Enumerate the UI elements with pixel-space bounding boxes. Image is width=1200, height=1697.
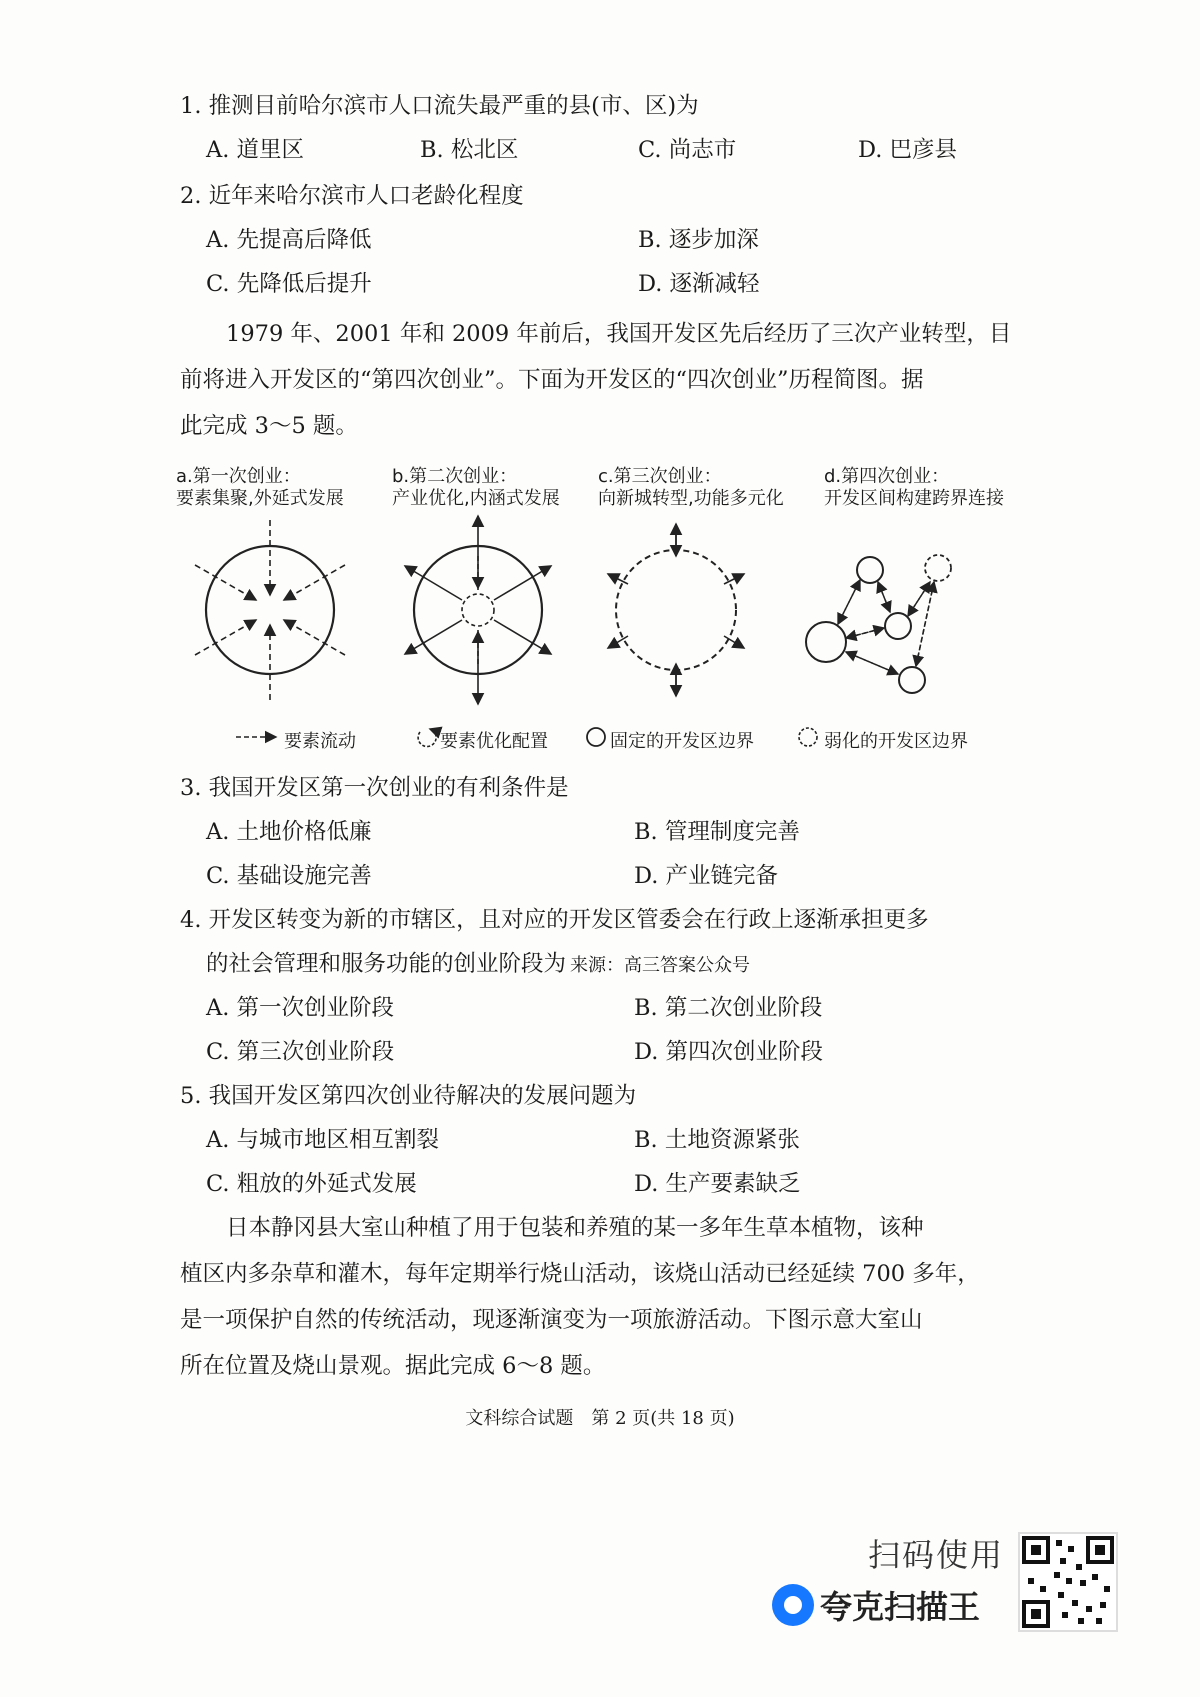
source-note: 来源：高三答案公众号 — [570, 955, 751, 976]
quark-logo-icon — [772, 1584, 814, 1626]
passage1-line1: 1979 年、2001 年和 2009 年前后，我国开发区先后经历了三次产业转型，目 — [226, 321, 1012, 347]
legend-flow: 要素流动 — [284, 731, 356, 752]
diagram-c — [608, 524, 744, 696]
diagram-b — [405, 516, 551, 704]
q1-option-b: B. 松北区 — [420, 137, 519, 163]
legend-weak-boundary: 弱化的开发区边界 — [824, 731, 968, 752]
passage1-line3: 此完成 3～5 题。 — [180, 413, 358, 439]
q4-option-c: C. 第三次创业阶段 — [206, 1039, 395, 1065]
q2-option-b: B. 逐步加深 — [638, 227, 759, 253]
passage2-line3: 是一项保护自然的传统活动，现逐渐演变为一项旅游活动。下图示意大室山 — [180, 1307, 923, 1333]
q1-option-c: C. 尚志市 — [638, 137, 737, 163]
figure-d-desc: 开发区间构建跨界连接 — [824, 488, 1004, 509]
q5-stem: 5. 我国开发区第四次创业待解决的发展问题为 — [180, 1083, 637, 1109]
page-footer: 文科综合试题 第 2 页(共 18 页) — [465, 1408, 735, 1429]
q1-stem: 1. 推测目前哈尔滨市人口流失最严重的县(市、区)为 — [180, 93, 699, 119]
q2-option-a: A. 先提高后降低 — [206, 227, 372, 253]
q2-option-d: D. 逐渐减轻 — [638, 271, 760, 297]
q4-stem-line1: 4. 开发区转变为新的市辖区，且对应的开发区管委会在行政上逐渐承担更多 — [180, 907, 929, 933]
q4-option-a: A. 第一次创业阶段 — [206, 995, 395, 1021]
legend-optimize: 要素优化配置 — [440, 731, 548, 752]
q4-option-d: D. 第四次创业阶段 — [634, 1039, 824, 1065]
scan-label: 扫码使用 — [868, 1536, 1005, 1574]
figure-c-desc: 向新城转型,功能多元化 — [598, 488, 784, 509]
q2-stem: 2. 近年来哈尔滨市人口老龄化程度 — [180, 183, 524, 209]
q4-option-b: B. 第二次创业阶段 — [634, 995, 823, 1021]
diagram-a — [195, 520, 345, 700]
passage2-line4: 所在位置及烧山景观。据此完成 6～8 题。 — [180, 1353, 606, 1379]
q5-option-b: B. 土地资源紧张 — [634, 1127, 800, 1153]
q1-option-a: A. 道里区 — [206, 137, 305, 163]
figure-a-title: a.第一次创业： — [176, 466, 301, 487]
q2-option-c: C. 先降低后提升 — [206, 271, 372, 297]
q3-stem: 3. 我国开发区第一次创业的有利条件是 — [180, 775, 569, 801]
passage2-line2: 植区内多杂草和灌木，每年定期举行烧山活动，该烧山活动已经延续 700 多年， — [180, 1261, 980, 1287]
scanner-brand-name: 夸克扫描王 — [820, 1588, 981, 1626]
figure-b-desc: 产业优化,内涵式发展 — [392, 488, 560, 509]
passage1-line2: 前将进入开发区的“第四次创业”。下面为开发区的“四次创业”历程简图。据 — [180, 367, 924, 393]
q1-option-d: D. 巴彦县 — [858, 137, 958, 163]
legend-fixed-boundary: 固定的开发区边界 — [610, 731, 754, 752]
q5-option-c: C. 粗放的外延式发展 — [206, 1171, 417, 1197]
figure-a-desc: 要素集聚,外延式发展 — [176, 488, 344, 509]
q5-option-d: D. 生产要素缺乏 — [634, 1171, 801, 1197]
figure-c-title: c.第三次创业： — [598, 466, 722, 487]
q3-option-d: D. 产业链完备 — [634, 863, 779, 889]
qr-code-icon[interactable] — [1018, 1532, 1118, 1632]
q4-stem-line2-text: 的社会管理和服务功能的创业阶段为 — [206, 951, 567, 977]
q3-option-b: B. 管理制度完善 — [634, 819, 800, 845]
q3-option-a: A. 土地价格低廉 — [206, 819, 372, 845]
q3-option-c: C. 基础设施完善 — [206, 863, 372, 889]
q4-stem-line2 — [206, 946, 750, 978]
scanner-brand — [772, 1582, 980, 1628]
figure-d-title: d.第四次创业： — [824, 466, 950, 487]
diagram-d — [806, 555, 951, 693]
q5-option-a: A. 与城市地区相互割裂 — [206, 1127, 440, 1153]
passage2-line1: 日本静冈县大室山种植了用于包装和养殖的某一多年生草本植物，该种 — [226, 1215, 924, 1241]
figure-b-title: b.第二次创业： — [392, 466, 518, 487]
